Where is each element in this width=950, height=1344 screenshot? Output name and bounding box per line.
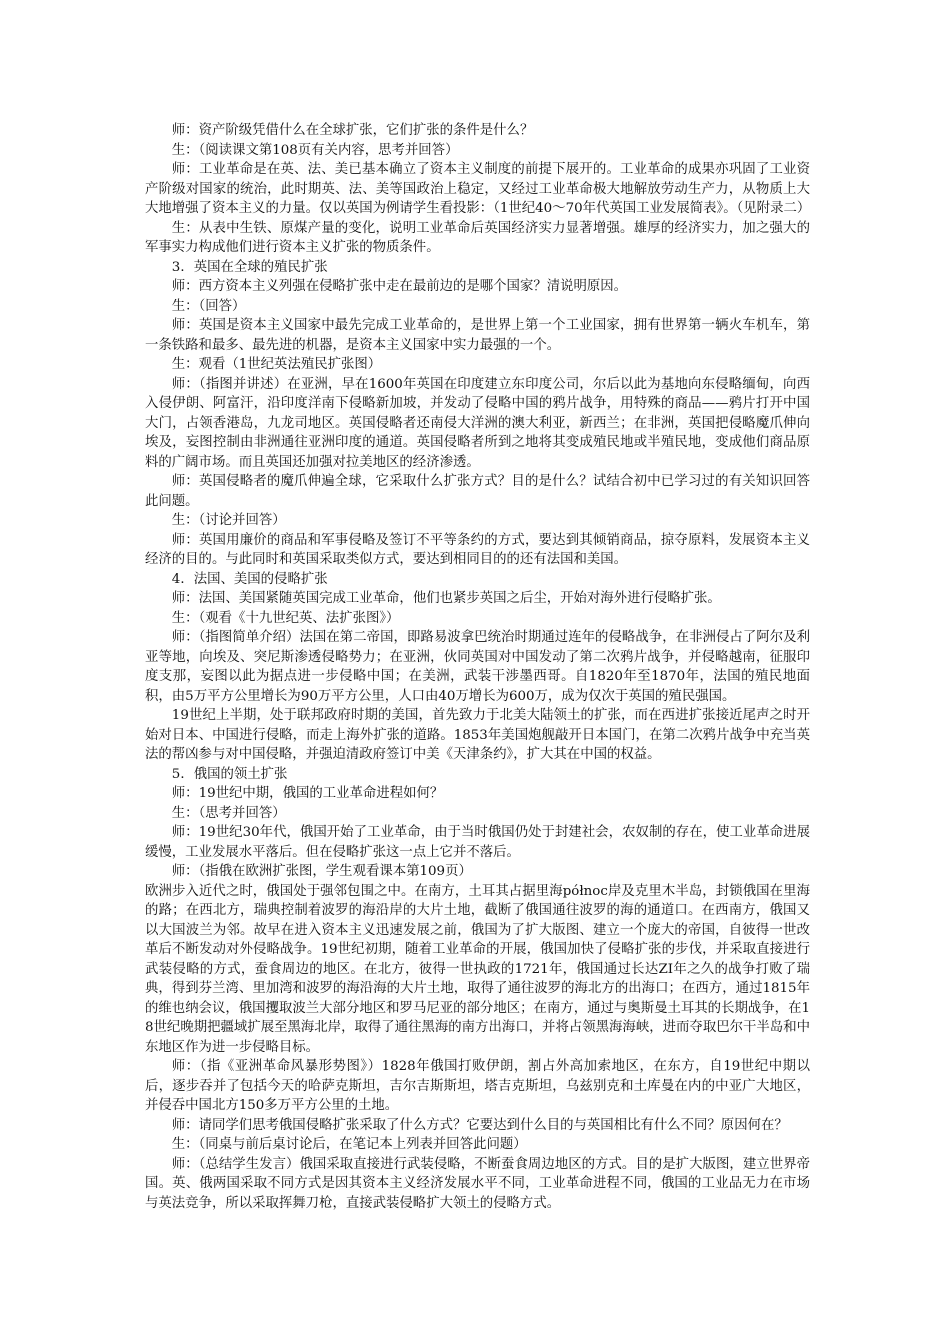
paragraph-teacher-russia-map: 师：（指俄在欧洲扩张图，学生观看课本第109页） [171, 864, 472, 879]
document-body [145, 121, 810, 1213]
paragraph-summary: 师：（总结学生发言）俄国采取直接进行武装侵略，不断蚕食周边地区的方式。目的是扩大版图，建立世界帝国。英、俄两国采取不同方式是因其资本主义经济发展水平不同，工业革命进程不同，俄国的工业品无力在市场与英法竞争，所以采取挥舞刀枪，直接武装侵略扩大领土的侵略方式。 [145, 1156, 810, 1211]
paragraph-student-think: 生：（思考并回答） [171, 805, 286, 821]
paragraph-britain-asia: 师：（指图并讲述）在亚洲，早在1600年英国在印度建立东印度公司，尔后以此为基地向东侵略缅甸，向西入侵伊朗、阿富汗，沿印度洋南下侵略新加坡，并发动了侵略中国的鸦片战争，用特殊的商品——鸦片打开中国大门，占领香港岛，九龙司地区。英国侵略者还南侵大洋洲的澳大利亚，新西兰；在非洲，英国把侵略魔爪伸向埃及，妄图控制由非洲通往亚洲印度的通道。英国侵略者所到之地将其变成殖民地或半殖民地，变成他们商品原料的广阔市场。而且英国还加强对拉美地区的经济渗透。 [145, 376, 810, 470]
paragraph-student-table: 生：从表中生铁、原煤产量的变化，说明工业革命后英国经济实力显著增强。雄厚的经济实力，加之强大的军事实力构成他们进行资本主义扩张的物质条件。 [145, 220, 810, 255]
paragraph-student-discuss: 生：（讨论并回答） [171, 513, 286, 528]
paragraph-teacher-russia-question: 师：19世纪中期，俄国的工业革命进程如何？ [171, 786, 444, 801]
paragraph-russia-industrial: 师：19世纪30年代，俄国开始了工业革命，由于当时俄国仍处于封建社会，农奴制的存在，使工业革命进展缓慢，工业发展水平落后。但在侵略扩张这一点上它并不落后。 [145, 825, 810, 860]
paragraph-russia-asia: 师：（指《亚洲革命风暴形势图》）1828年俄国打败伊朗，割占外高加索地区，在东方，自19世纪中期以后，逐步吞并了包括今天的哈萨克斯坦，吉尔吉斯斯坦，塔吉克斯坦，乌兹别克和土库曼在内的中亚广大地区，并侵吞中国北方150多万平方公里的土地。 [145, 1059, 810, 1113]
paragraph-teacher-question: 师：资产阶级凭借什么在全球扩张，它们扩张的条件是什么？ [171, 123, 534, 138]
paragraph-industrial-revolution: 师：工业革命是在英、法、美已基本确立了资本主义制度的前提下展开的。工业革命的成果亦巩固了工业资产阶级对国家的统治，此时期英、法、美等国政治上稳定，又经过工业革命极大地解放劳动生产力，从物质上大大地增强了资本主义的力量。仅以英国为例请学生看投影：（1世纪40～70年代英国工业发展简表》。（见附录二） [145, 162, 811, 216]
paragraph-britain-methods: 师：英国用廉价的商品和军事侵略及签订不平等条约的方式，要达到其倾销商品，掠夺原料，发展资本主义经济的目的。与此同时和英国采取类似方式，要达到相同目的的还有法国和美国。 [145, 532, 810, 567]
paragraph-student-group: 生：（同桌与前后桌讨论后，在笔记本上列表并回答此问题） [171, 1137, 527, 1152]
paragraph-russia-europe: 欧洲步入近代之时，俄国处于强邻包围之中。在南方，土耳其占据里海północ岸及克里木半岛，封锁俄国在里海的路；在西北方，瑞典控制着波罗的海沿岸的大片土地，截断了俄国通往波罗的海的通道口。在西南方，俄国又以大国波兰为邻。故早在进入资本主义迅速发展之前，俄国为了扩大版图、建立一个庞大的帝国，自彼得一世改革后不断发动对外侵略战争。19世纪初期，随着工业革命的开展，俄国加快了侵略扩张的步伐，并采取直接进行武装侵略的方式，蚕食周边的地区。在北方，彼得一世执政的1721年，俄国通过长达ZI年之久的战争打败了瑞典，得到芬兰湾、里加湾和波罗的海沿海的大片土地，取得了通往波罗的海北方的出海口；在西方，通过1815年的维也纳会议，俄国攫取波兰大部分地区和罗马尼亚的部分地区；在南方，通过与奥斯曼土耳其的长期战争，在18世纪晚期把疆域扩展至黑海北岸，取得了通往黑海的南方出海口，并将占领黑海海峡，进而夺取巴尔干半岛和中东地区作为进一步侵略目标。 [145, 883, 810, 1055]
paragraph-britain-first: 师：英国是资本主义国家中最先完成工业革命的，是世界上第一个工业国家，拥有世界第一辆火车机车，第一条铁路和最多、最先进的机器，是资本主义国家中实力最强的一个。 [145, 318, 810, 353]
paragraph-france-expansion: 师：（指图简单介绍）法国在第二帝国，即路易波拿巴统治时期通过连年的侵略战争，在非洲侵占了阿尔及利亚等地，向埃及、突尼斯渗透侵略势力；在亚洲，伙同英国对中国发动了第二次鸦片战争，并侵略越南，征服印度支那，妄图以此为据点进一步侵略中国；在美洲，武装干涉墨西哥。自1820年至1870年，法国的殖民地面积，由5万平方公里增长为90万平方公里，人口由40万增长为600万，成为仅次于英国的殖民强国。 [145, 630, 810, 704]
paragraph-teacher-methods: 师：英国侵略者的魔爪伸遍全球，它采取什么扩张方式？目的是什么？试结合初中已学习过的有关知识回答此问题。 [145, 474, 810, 509]
paragraph-student-reading: 生：（阅读课文第108页有关内容，思考并回答） [171, 142, 459, 158]
paragraph-usa-expansion: 19世纪上半期，处于联邦政府时期的美国，首先致力于北美大陆领土的扩张，而在西进扩张接近尾声之时开始对日本、中国进行侵略，而走上海外扩张的道路。1853年美国炮舰敲开日本国门，在第二次鸦片战争中充当英法的帮凶参与对中国侵略，并强迫清政府签订中美《天津条约》，扩大其在中国的权益。 [145, 708, 810, 762]
paragraph-france-usa-follow: 师：法国、美国紧随英国完成工业革命，他们也紧步英国之后尘，开始对海外进行侵略扩张。 [171, 591, 721, 606]
paragraph-teacher-compare: 师：请同学们思考俄国侵略扩张采取了什么方式？它要达到什么目的与英国相比有什么不同？原因何在？ [171, 1117, 788, 1133]
section-heading-france-usa: 4．法国、美国的侵略扩张 [171, 571, 328, 587]
section-heading-britain: 3．英国在全球的殖民扩张 [171, 259, 328, 275]
paragraph-student-view-map: 生：（观看《十九世纪英、法扩张图》） [171, 610, 400, 626]
paragraph-student-map: 生：观看（1世纪英法殖民扩张图） [171, 357, 382, 372]
section-heading-russia: 5．俄国的领土扩张 [171, 766, 288, 782]
paragraph-student-answer: 生：（回答） [171, 298, 246, 314]
paragraph-teacher-which-country: 师：西方资本主义列强在侵略扩张中走在最前边的是哪个国家？清说明原因。 [171, 279, 628, 294]
